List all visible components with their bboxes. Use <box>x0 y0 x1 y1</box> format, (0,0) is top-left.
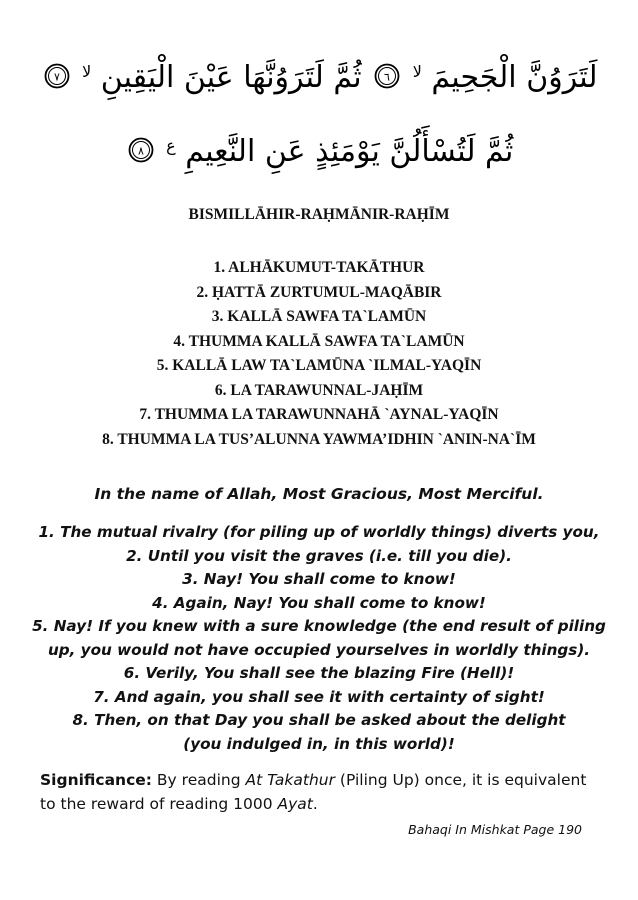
verse-number: ٧ <box>53 70 60 83</box>
significance-text: . <box>312 795 318 813</box>
significance-text: (Piling Up) once, it is equivalent to the reward of reading 1000 <box>40 771 587 813</box>
arabic-word: يَوْمَئِذٍ <box>315 134 380 169</box>
transliteration-line: 5. KALLĀ LAW TA`LAMŪNA `ILMAL-YAQĪN <box>156 357 482 374</box>
translation-heading: In the name of Allah, Most Gracious, Most Merciful. <box>94 485 544 503</box>
significance-label: Significance: <box>40 771 152 789</box>
transliteration-line: 6. LA TARAWUNNAL-JAḤĪM <box>214 381 424 399</box>
arabic-word: الْيَقِينِ <box>100 60 175 95</box>
significance-paragraph <box>40 768 600 816</box>
translation-line: 7. And again, you shall see it with certainty of sight! <box>93 687 545 706</box>
verse-number-icon <box>374 63 400 89</box>
translation-line: 5. Nay! If you knew with a sure knowledge (the end result of piling <box>32 617 606 635</box>
verse-number: ٦ <box>384 70 391 83</box>
arabic-word: النَّعِيمِ <box>185 134 256 169</box>
translation-line: (you indulged in, in this world)! <box>183 734 455 753</box>
transliteration-line: 8. THUMMA LA TUS’ALUNNA YAWMA’IDHIN `ANIN-NA`ĪM <box>102 430 536 448</box>
arabic-word: ثُمَّ <box>333 60 362 95</box>
verse-number-icon <box>44 63 70 89</box>
translation-line: 4. Again, Nay! You shall come to know! <box>152 593 486 612</box>
verse-number: ٨ <box>137 144 144 157</box>
transliteration-line: 1. ALHĀKUMUT-TAKĀTHUR <box>213 259 425 276</box>
arabic-word: لَتَرَوُنَّهَا <box>243 60 324 95</box>
ayat-word: Ayat <box>277 795 313 813</box>
significance-text: By reading <box>152 771 246 789</box>
waqf-mark: ع <box>166 136 176 155</box>
translation-line: 8. Then, on that Day you shall be asked about the delight <box>72 711 566 729</box>
translation-line: 6. Verily, You shall see the blazing Fire (Hell)! <box>123 664 515 682</box>
arabic-line-2 <box>0 132 638 172</box>
arabic-word: عَنِ <box>264 134 306 169</box>
waqf-mark: لا <box>412 62 422 81</box>
arabic-word: عَيْنَ <box>183 60 234 95</box>
arabic-line-1 <box>0 58 638 98</box>
source-reference: Bahaqi In Mishkat Page 190 <box>408 822 582 837</box>
transliteration-list <box>0 256 638 452</box>
translation-line: up, you would not have occupied yourselves in worldly things). <box>47 640 591 659</box>
transliteration-line: 2. ḤATTĀ ZURTUMUL-MAQĀBIR <box>196 283 442 301</box>
translation-line: 3. Nay! You shall come to know! <box>182 570 456 588</box>
waqf-mark: لا <box>82 62 92 81</box>
transliteration-line: 4. THUMMA KALLĀ SAWFA TA`LAMŪN <box>173 332 465 350</box>
surah-name: At Takathur <box>245 771 335 789</box>
arabic-word: الْجَحِيمَ <box>431 60 517 95</box>
verse-number-icon <box>128 137 154 163</box>
bismillah-transliteration: BISMILLĀHIR-RAḤMĀNIR-RAḤĪM <box>188 206 450 223</box>
arabic-word: لَتُسْأَلُنَّ <box>389 134 476 169</box>
arabic-word: ثُمَّ <box>485 134 514 169</box>
arabic-word: لَتَرَوُنَّ <box>526 60 598 95</box>
translation-line: 2. Until you visit the graves (i.e. till you die). <box>126 546 512 565</box>
translation-line: 1. The mutual rivalry (for piling up of worldly things) diverts you, <box>38 523 600 541</box>
transliteration-line: 3. KALLĀ SAWFA TA`LAMŪN <box>211 308 427 325</box>
translation-list <box>0 521 638 756</box>
transliteration-line: 7. THUMMA LA TARAWUNNAHĀ `AYNAL-YAQĪN <box>139 406 499 423</box>
